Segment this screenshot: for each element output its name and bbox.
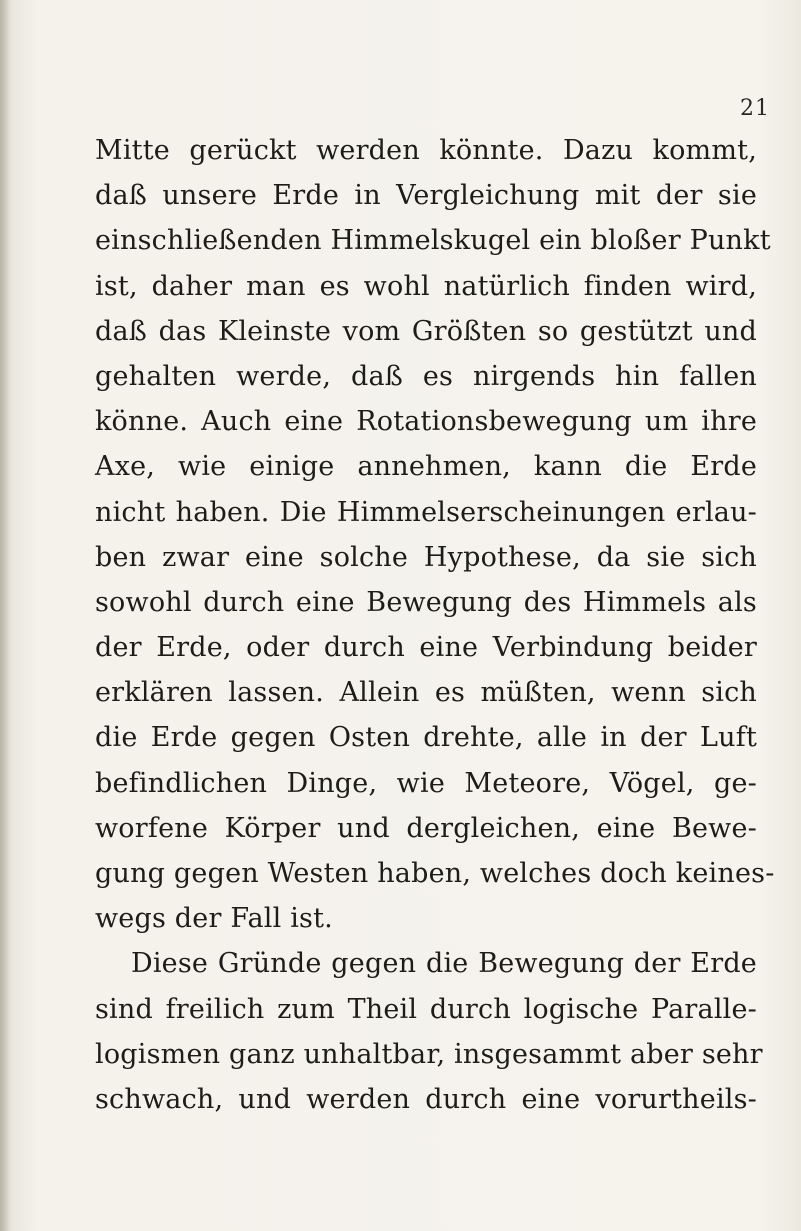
text-line: gung gegen Westen haben, welches doch keines- <box>95 858 775 889</box>
text-line: erklären lassen. Allein es müßten, wenn sich <box>95 677 757 709</box>
text-line: wegs der Fall ist. <box>95 903 333 935</box>
page-number: 21 <box>740 96 770 121</box>
text-line: einschließenden Himmelskugel ein bloßer Punkt <box>95 225 771 257</box>
text-line: sowohl durch eine Bewegung des Himmels als <box>95 586 757 618</box>
text-line: Axe, wie einige annehmen, kann die Erde <box>95 451 757 483</box>
body-text <box>95 128 775 1122</box>
text-line: ist, daher man es wohl natürlich finden wird, <box>95 270 757 302</box>
text-line: sind freilich zum Theil durch logische Paralle- <box>95 993 757 1025</box>
page-gutter-shadow <box>0 0 10 1231</box>
paragraph-start-line: Diese Gründe gegen die Bewegung der Erde <box>131 948 757 980</box>
text-line: worfene Körper und dergleichen, eine Bewe- <box>95 812 757 844</box>
text-line: die Erde gegen Osten drehte, alle in der Luft <box>95 722 757 754</box>
text-line: ben zwar eine solche Hypothese, da sie sich <box>95 541 757 573</box>
text-line: daß unsere Erde in Vergleichung mit der sie <box>95 180 757 212</box>
text-line: Mitte gerückt werden könnte. Dazu kommt, <box>95 135 757 166</box>
text-line: logismen ganz unhaltbar, insgesammt aber sehr <box>95 1038 763 1070</box>
text-line: daß das Kleinste vom Größten so gestützt und <box>95 315 757 347</box>
text-line: der Erde, oder durch eine Verbindung beider <box>95 632 757 664</box>
text-line: gehalten werde, daß es nirgends hin fallen <box>95 360 757 392</box>
text-line: könne. Auch eine Rotationsbewegung um ihre <box>95 406 757 438</box>
text-line: schwach, und werden durch eine vorurtheils- <box>95 1083 757 1115</box>
text-line: befindlichen Dinge, wie Meteore, Vögel, ge- <box>95 767 757 799</box>
text-line: nicht haben. Die Himmelserscheinungen erlau- <box>95 496 757 528</box>
